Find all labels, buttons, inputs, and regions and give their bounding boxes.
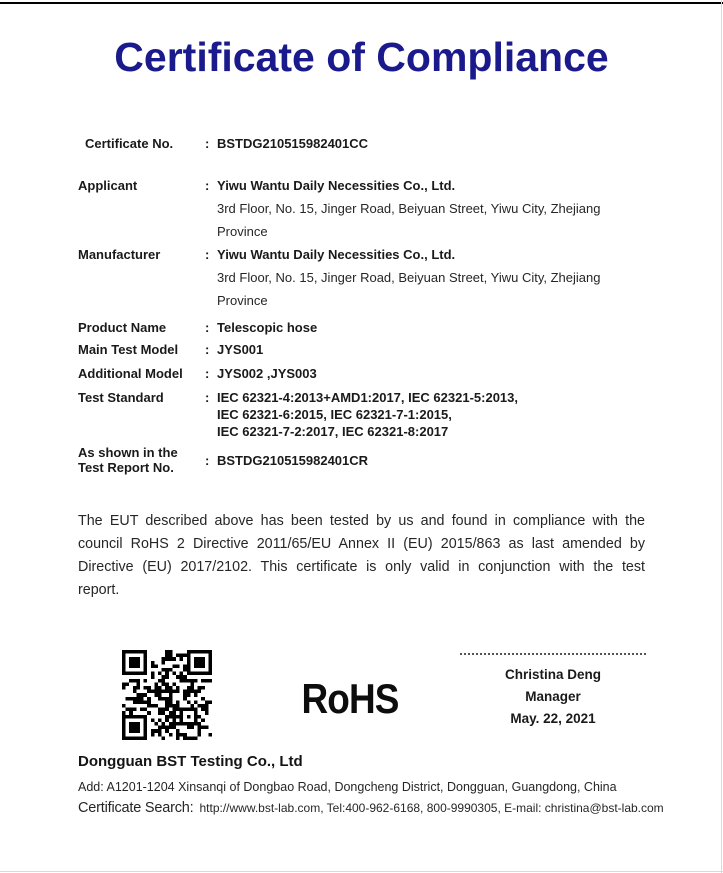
issuer-company-name: Dongguan BST Testing Co., Ltd [78, 753, 303, 770]
main-test-model-value: JYS001 [217, 342, 264, 357]
test-report-value: BSTDG210515982401CR [217, 452, 369, 468]
product-name-label: Product Name [78, 320, 167, 335]
colon: : [205, 366, 210, 381]
manufacturer-company: Yiwu Wantu Daily Necessities Co., Ltd. [217, 247, 456, 262]
signatory-name: Christina Deng [504, 667, 601, 682]
product-name-value: Telescopic hose [217, 320, 318, 335]
right-border-rule [721, 0, 722, 873]
main-test-model-label: Main Test Model [78, 342, 179, 357]
field-main-test-model [78, 338, 657, 361]
field-test-standard [78, 389, 657, 440]
field-applicant [78, 174, 657, 243]
applicant-address-line2: Province [217, 224, 268, 239]
colon: : [205, 390, 210, 405]
applicant-address-line1: 3rd Floor, No. 15, Jinger Road, Beiyuan Street, Yiwu City, Zhejiang [217, 201, 601, 216]
applicant-company: Yiwu Wantu Daily Necessities Co., Ltd. [217, 178, 456, 193]
qr-code-icon [122, 650, 212, 740]
statement-line: report. [78, 582, 120, 598]
field-manufacturer [78, 243, 657, 312]
field-additional-model [78, 362, 657, 385]
colon: : [205, 247, 210, 262]
page-title: Certificate of Compliance [114, 34, 609, 80]
statement-line: Directive (EU) 2017/2102. This certificate is only valid in conjunction with the test [78, 559, 645, 575]
certificate-no-value: BSTDG210515982401CC [217, 136, 369, 151]
colon: : [205, 136, 210, 151]
manufacturer-label: Manufacturer [78, 247, 161, 262]
test-standard-label: Test Standard [78, 390, 164, 405]
certificate-search-value: http://www.bst-lab.com, Tel:400-962-6168, 800-9990305, E-mail: christina@bst-lab.com [199, 801, 664, 815]
certificate-no-label: Certificate No. [85, 136, 174, 151]
manufacturer-address-line2: Province [217, 293, 268, 308]
additional-model-label: Additional Model [78, 366, 183, 381]
test-standard-line2: IEC 62321-6:2015, IEC 62321-7-1:2015, [217, 407, 452, 422]
signature-block [460, 653, 646, 730]
colon: : [205, 178, 210, 193]
certificate-search-label: Certificate Search: [78, 800, 194, 816]
statement-line: council RoHS 2 Directive 2011/65/EU Annex II (EU) 2015/863 as last amended by [78, 536, 645, 552]
statement-line: The EUT described above has been tested by us and found in compliance with the [78, 513, 645, 529]
top-border-rule [0, 2, 723, 4]
additional-model-value: JYS002 ,JYS003 [217, 366, 317, 381]
signature-date: May. 22, 2021 [510, 711, 596, 726]
compliance-statement [78, 510, 645, 602]
signature-dotted-line [460, 653, 646, 655]
rohs-mark: RoHS [301, 675, 399, 722]
applicant-label: Applicant [78, 178, 138, 193]
signatory-title: Manager [525, 689, 581, 704]
field-test-report-no [78, 445, 657, 475]
test-report-label-line1: As shown in the [78, 445, 178, 460]
test-report-label-line2: Test Report No. [78, 460, 174, 475]
colon: : [205, 452, 210, 468]
certificate-search-line [78, 800, 664, 816]
test-standard-line1: IEC 62321-4:2013+AMD1:2017, IEC 62321-5:2013, [217, 390, 518, 405]
colon: : [205, 342, 210, 357]
colon: : [205, 320, 210, 335]
issuer-address: Add: A1201-1204 Xinsanqi of Dongbao Road, Dongcheng District, Dongguan, Guangdong, China [78, 780, 617, 794]
test-standard-line3: IEC 62321-7-2:2017, IEC 62321-8:2017 [217, 424, 449, 439]
manufacturer-address-line1: 3rd Floor, No. 15, Jinger Road, Beiyuan Street, Yiwu City, Zhejiang [217, 270, 601, 285]
field-certificate-no [78, 132, 657, 155]
bottom-border-rule [0, 871, 723, 872]
field-product-name [78, 316, 657, 339]
